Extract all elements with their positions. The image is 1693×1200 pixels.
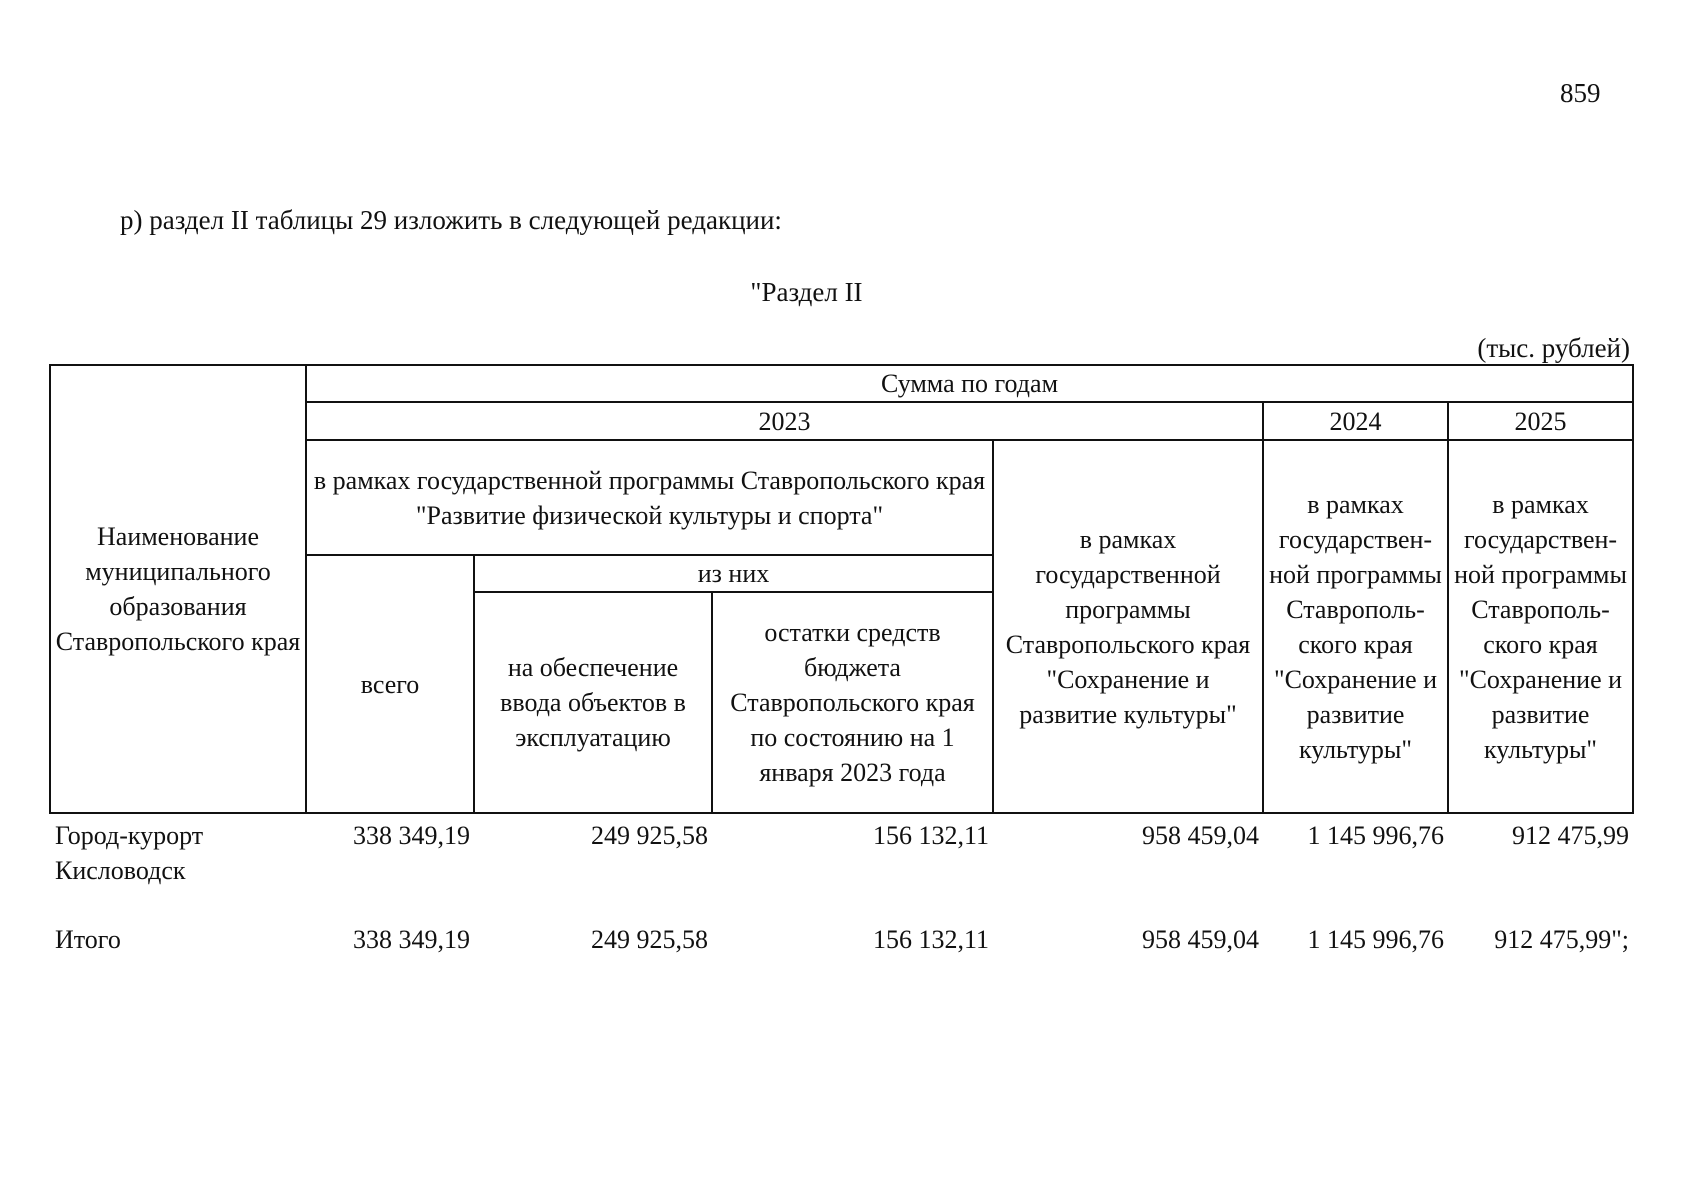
row-name: Город-курорт Кисловодск <box>55 821 204 885</box>
header-program-culture-2024: в рамках государствен-ной программы Ставрополь-ского края "Сохранение и развитие культуры" <box>1263 440 1448 813</box>
budget-table <box>49 364 1634 962</box>
cell-total: 338 349,19 <box>353 821 470 850</box>
cell-total: 338 349,19 <box>353 925 470 954</box>
table-row <box>50 813 1633 918</box>
intro-text: р) раздел II таблицы 29 изложить в следующей редакции: <box>120 205 782 235</box>
header-year-2023: 2023 <box>306 402 1263 440</box>
header-commissioning: на обеспечение ввода объектов в эксплуатацию <box>474 592 712 813</box>
row-name: Итого <box>55 925 121 954</box>
table-row-total <box>50 918 1633 962</box>
header-program-sport: в рамках государственной программы Ставропольского края "Развитие физической культуры и спорта" <box>306 440 993 555</box>
cell-balances: 156 132,11 <box>872 925 989 954</box>
header-municipality-name: Наименование муниципального образования Ставропольского края <box>50 365 306 813</box>
units-label: (тыс. рублей) <box>1477 333 1630 363</box>
header-total: всего <box>306 555 474 813</box>
cell-commissioning: 249 925,58 <box>591 821 708 850</box>
header-year-2025: 2025 <box>1448 402 1633 440</box>
section-title-text: "Раздел II <box>750 277 863 307</box>
cell-culture-2024: 1 145 996,76 <box>1307 821 1444 850</box>
cell-culture-2025: 912 475,99 <box>1512 821 1630 850</box>
header-sum-by-years: Сумма по годам <box>306 365 1633 402</box>
cell-culture-2024: 1 145 996,76 <box>1307 925 1444 954</box>
header-of-them: из них <box>474 555 993 592</box>
cell-balances: 156 132,11 <box>872 821 989 850</box>
page-number: 859 <box>1560 78 1601 108</box>
header-year-2024: 2024 <box>1263 402 1448 440</box>
section-title <box>0 277 1693 308</box>
cell-culture-2023: 958 459,04 <box>1142 925 1259 954</box>
cell-commissioning: 249 925,58 <box>591 925 708 954</box>
cell-culture-2023: 958 459,04 <box>1142 821 1259 850</box>
cell-culture-2025: 912 475,99"; <box>1494 925 1630 954</box>
header-program-culture-2023: в рамках государственной программы Ставропольского края "Сохранение и развитие культуры" <box>993 440 1263 813</box>
header-program-culture-2025: в рамках государствен-ной программы Ставрополь-ского края "Сохранение и развитие культуры" <box>1448 440 1633 813</box>
header-balances: остатки средств бюджета Ставропольского края по состоянию на 1 января 2023 года <box>712 592 993 813</box>
